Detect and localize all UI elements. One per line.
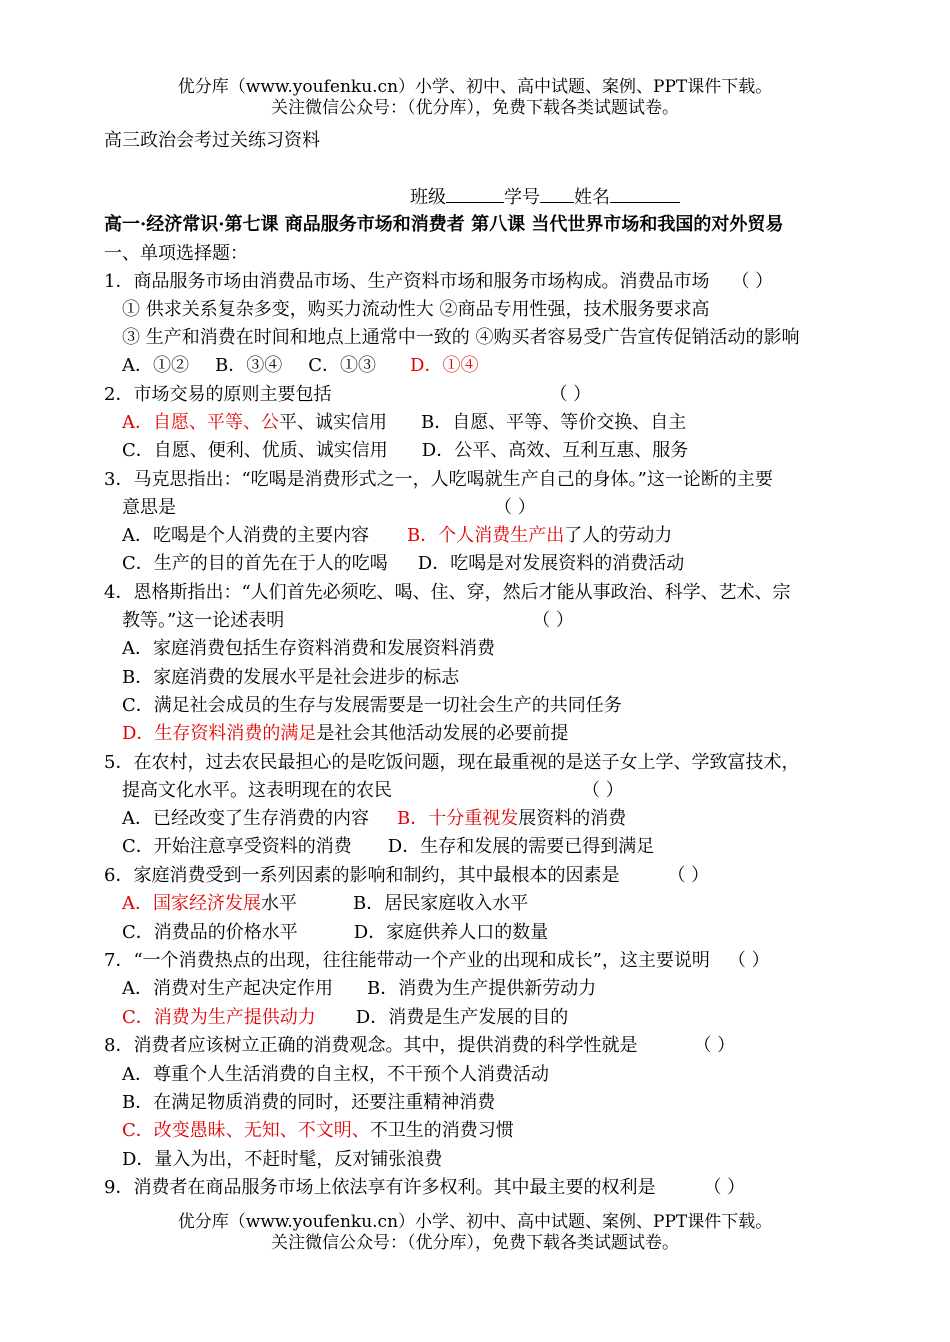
q8-option-b: B．在满足物质消费的同时，还要注重精神消费 [122, 1092, 496, 1113]
q6-stem [104, 865, 709, 887]
q2-option-b: B．自愿、平等、等价交换、自主 [421, 412, 687, 433]
q7-stem-text: 7．“一个消费热点的出现，往往能带动一个产业的出现和成长”，这主要说明 [104, 950, 710, 971]
q2-options-cd [122, 440, 688, 462]
q5-options-ab [122, 808, 626, 830]
q5-option-b-highlight: B．十分重视发 [397, 808, 519, 829]
q3-answer-paren: （ ） [494, 497, 536, 518]
q6-option-b: B．居民家庭收入水平 [353, 893, 529, 914]
q1-option-a: A．①② [122, 355, 189, 376]
page-footer-line-2: 关注微信公众号：（优分库），免费下载各类试题试卷。 [271, 1233, 679, 1253]
q8-stem [104, 1035, 735, 1057]
q5-stem-text: 提高文化水平。这表明现在的农民 [122, 780, 392, 801]
q6-stem-text: 6．家庭消费受到一系列因素的影响和制约，其中最根本的因素是 [104, 865, 620, 886]
q1-stem [104, 271, 773, 293]
q4-option-c: C．满足社会成员的生存与发展需要是一切社会生产的共同任务 [122, 695, 622, 716]
q8-option-c [122, 1120, 514, 1142]
student-info [410, 186, 680, 209]
q8-stem-text: 8．消费者应该树立正确的消费观念。其中，提供消费的科学性就是 [104, 1035, 638, 1056]
q9-stem [104, 1177, 745, 1199]
q9-answer-paren: （ ） [703, 1177, 746, 1198]
q4-option-b: B．家庭消费的发展水平是社会进步的标志 [122, 667, 460, 688]
q8-option-c-rest: 不卫生的消费习惯 [369, 1120, 514, 1141]
q1-options [122, 355, 478, 377]
q5-stem-line-2 [122, 780, 624, 802]
q6-option-a-highlight: A．国家经济发展 [122, 893, 261, 914]
q5-option-a: A．已经改变了生存消费的内容 [122, 808, 369, 829]
q7-answer-paren: （ ） [727, 950, 770, 971]
q4-option-d-highlight: D．生存资料消费的满足 [122, 723, 317, 744]
q3-stem-text: 意思是 [122, 497, 176, 518]
q6-options-cd [122, 922, 548, 944]
q7-options-cd [122, 1007, 568, 1029]
q5-options-cd [122, 836, 654, 858]
q2-option-a-highlight: A．自愿、平等、公 [122, 412, 279, 433]
q3-option-c: C．生产的目的首先在于人的吃喝 [122, 553, 388, 574]
q1-option-d-rest: ④ [460, 355, 479, 376]
q2-option-a-rest: 平、诚实信用 [279, 412, 387, 433]
q7-options-ab [122, 978, 596, 1000]
name-blank [610, 186, 680, 203]
q6-option-a-rest: 水平 [261, 893, 297, 914]
q3-options-cd [122, 553, 684, 575]
q3-option-d: D．吃喝是对发展资料的消费活动 [417, 553, 685, 574]
lesson-title: 高一·经济常识·第七课 商品服务市场和消费者 第八课 当代世界市场和我国的对外贸易 [104, 214, 784, 235]
q7-option-d: D．消费是生产发展的目的 [355, 1007, 569, 1028]
q1-statement-1-2: ① 供求关系复杂多变，购买力流动性大 ②商品专用性强，技术服务要求高 [122, 299, 710, 320]
page-footer-line-1: 优分库（www.youfenku.cn）小学、初中、高中试题、案例、PPT课件下载。 [177, 1212, 773, 1232]
q8-answer-paren: （ ） [693, 1035, 736, 1056]
q6-answer-paren: （ ） [667, 865, 710, 886]
q3-option-b-rest: 了人的劳动力 [564, 525, 673, 546]
q2-options-ab [122, 412, 686, 434]
q7-stem [104, 950, 770, 972]
q4-stem-line-1: 4．恩格斯指出：“人们首先必须吃、喝、住、穿，然后才能从事政治、科学、艺术、宗 [104, 582, 791, 603]
q6-option-c: C．消费品的价格水平 [122, 922, 298, 943]
q5-option-d: D．生存和发展的需要已得到满足 [387, 836, 655, 857]
q1-option-c: C．①③ [308, 355, 377, 376]
q9-stem-text: 9．消费者在商品服务市场上依法享有许多权利。其中最主要的权利是 [104, 1177, 656, 1198]
q6-option-d: D．家庭供养人口的数量 [353, 922, 549, 943]
q8-option-c-highlight: C．改变愚昧、无知、不文明、 [122, 1120, 370, 1141]
page-header-line-1: 优分库（www.youfenku.cn）小学、初中、高中试题、案例、PPT课件下载。 [177, 77, 773, 97]
q5-option-b-rest: 展资料的消费 [518, 808, 627, 829]
q7-option-a: A．消费对生产起决定作用 [122, 978, 333, 999]
q3-stem-line-1: 3．马克思指出：“吃喝是消费形式之一，人吃喝就生产自己的身体。”这一论断的主要 [104, 469, 773, 490]
q5-stem-line-1: 5．在农村，过去农民最担心的是吃饭问题，现在最重视的是送子女上学、学致富技术， [104, 752, 800, 773]
q4-option-d [122, 723, 568, 745]
q2-option-d: D．公平、高效、互利互惠、服务 [421, 440, 689, 461]
q3-stem-line-2 [122, 497, 536, 519]
q8-option-d: D．量入为出，不赶时髦，反对铺张浪费 [122, 1149, 443, 1170]
student-id-blank [540, 186, 574, 203]
q3-option-a: A．吃喝是个人消费的主要内容 [122, 525, 369, 546]
q1-stem-text: 1．商品服务市场由消费品市场、生产资料市场和服务市场构成。消费品市场 [104, 271, 710, 292]
name-label: 姓名 [574, 187, 610, 208]
document-title: 高三政治会考过关练习资料 [104, 130, 320, 151]
q5-answer-paren: （ ） [582, 780, 624, 801]
q2-option-c: C．自愿、便利、优质、诚实信用 [122, 440, 388, 461]
q4-stem-text: 教等。”这一论述表明 [122, 610, 285, 631]
section-heading: 一、单项选择题： [104, 243, 248, 264]
page-header-line-2: 关注微信公众号：（优分库），免费下载各类试题试卷。 [271, 98, 679, 118]
q1-option-b: B．③④ [215, 355, 283, 376]
q4-option-d-rest: 是社会其他活动发展的必要前提 [316, 723, 569, 744]
class-blank [446, 186, 504, 203]
q1-statement-3-4: ③ 生产和消费在时间和地点上通常中一致的 ④购买者容易受广告宣传促销活动的影响 [122, 327, 800, 348]
q7-option-c-highlight: C．消费为生产提供动力 [122, 1007, 316, 1028]
q6-options-ab [122, 893, 528, 915]
q2-stem [104, 384, 591, 406]
q2-answer-paren: （ ） [549, 384, 592, 405]
q7-option-b: B．消费为生产提供新劳动力 [367, 978, 597, 999]
q4-stem-line-2 [122, 610, 574, 632]
q8-option-a: A．尊重个人生活消费的自主权，不干预个人消费活动 [122, 1064, 549, 1085]
q1-answer-paren: （ ） [731, 271, 774, 292]
q4-option-a: A．家庭消费包括生存资料消费和发展资料消费 [122, 638, 495, 659]
student-id-label: 学号 [504, 187, 540, 208]
q3-options-ab [122, 525, 672, 547]
q2-stem-text: 2．市场交易的原则主要包括 [104, 384, 332, 405]
q4-answer-paren: （ ） [532, 610, 574, 631]
class-label: 班级 [410, 187, 446, 208]
q1-option-d-highlight: D．① [410, 355, 461, 376]
q3-option-b-highlight: B．个人消费生产出 [407, 525, 565, 546]
q5-option-c: C．开始注意享受资料的消费 [122, 836, 352, 857]
